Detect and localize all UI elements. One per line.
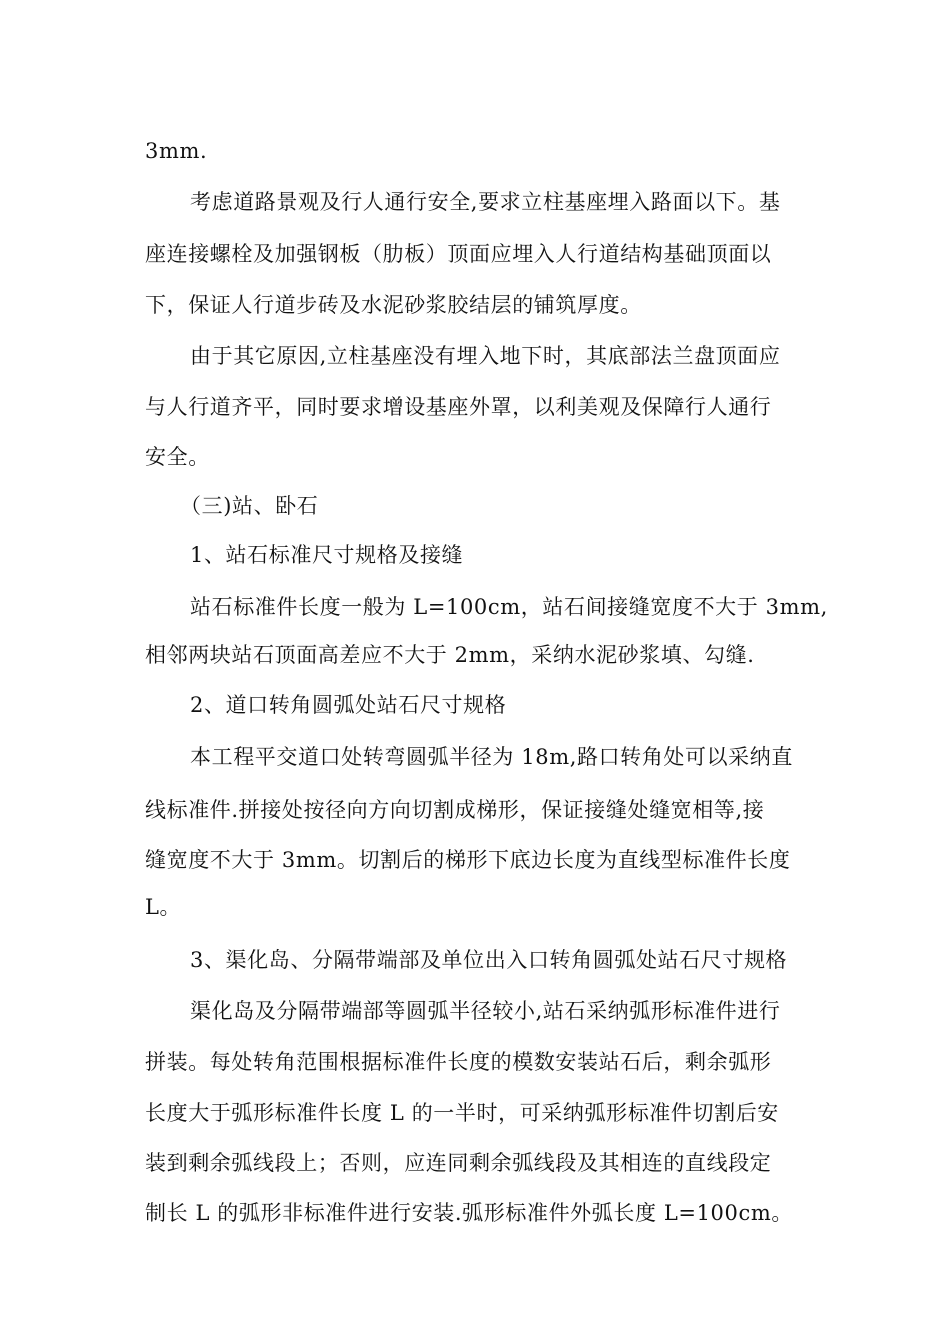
- paragraph-5-line-4: 装到剩余弧线段上；否则，应连同剩余弧线段及其相连的直线段定: [145, 1151, 772, 1175]
- paragraph-4-line-2: 线标准件.拼接处按径向方向切割成梯形，保证接缝处缝宽相等,接: [145, 798, 765, 822]
- paragraph-5-line-3: 长度大于弧形标准件长度 L 的一半时，可采纳弧形标准件切割后安: [145, 1101, 779, 1125]
- paragraph-5-line-2: 拼装。每处转角范围根据标准件长度的模数安装站石后，剩余弧形: [145, 1050, 772, 1074]
- paragraph-2-line-3: 安全。: [145, 445, 210, 469]
- paragraph-1-line-1: 考虑道路景观及行人通行安全,要求立柱基座埋入路面以下。基: [190, 190, 781, 214]
- paragraph-4-line-4: L。: [145, 895, 182, 919]
- subsection-heading-1: 1、站石标准尺寸规格及接缝: [190, 543, 464, 567]
- paragraph-2-line-1: 由于其它原因,立柱基座没有埋入地下时，其底部法兰盘顶面应: [190, 344, 781, 368]
- paragraph-4-line-3: 缝宽度不大于 3mm。切割后的梯形下底边长度为直线型标准件长度: [145, 848, 791, 872]
- text-line-continuation: 3mm.: [145, 139, 208, 163]
- paragraph-5-line-1: 渠化岛及分隔带端部等圆弧半径较小,站石采纳弧形标准件进行: [190, 999, 781, 1023]
- section-heading-3: （三)站、卧石: [180, 494, 319, 518]
- paragraph-1-line-2: 座连接螺栓及加强钢板（肋板）顶面应埋入人行道结构基础顶面以: [145, 242, 772, 266]
- paragraph-4-line-1: 本工程平交道口处转弯圆弧半径为 18m,路口转角处可以采纳直: [190, 745, 793, 769]
- paragraph-1-line-3: 下，保证人行道步砖及水泥砂浆胶结层的铺筑厚度。: [145, 293, 642, 317]
- subsection-heading-2: 2、道口转角圆弧处站石尺寸规格: [190, 693, 507, 717]
- paragraph-3-line-2: 相邻两块站石顶面高差应不大于 2mm，采纳水泥砂浆填、勾缝.: [145, 643, 755, 667]
- subsection-heading-3: 3、渠化岛、分隔带端部及单位出入口转角圆弧处站石尺寸规格: [190, 948, 788, 972]
- paragraph-5-line-5: 制长 L 的弧形非标准件进行安装.弧形标准件外弧长度 L=100cm。: [145, 1201, 793, 1225]
- paragraph-2-line-2: 与人行道齐平，同时要求增设基座外罩，以利美观及保障行人通行: [145, 395, 772, 419]
- paragraph-3-line-1: 站石标准件长度一般为 L=100cm，站石间接缝宽度不大于 3mm,: [190, 595, 828, 619]
